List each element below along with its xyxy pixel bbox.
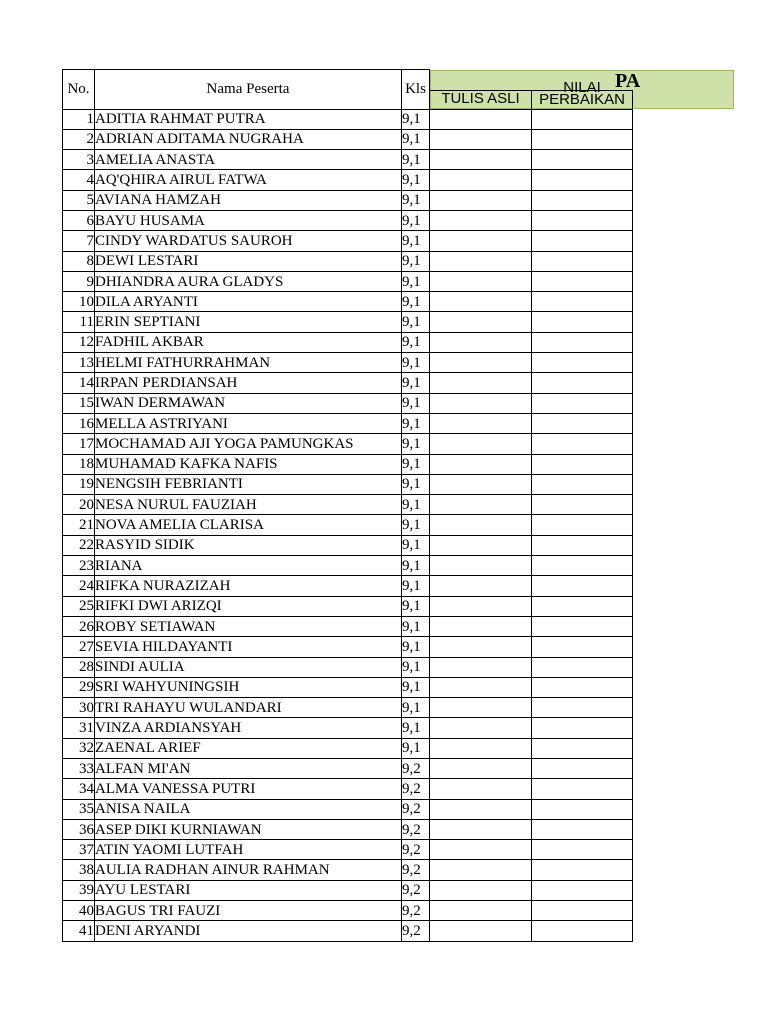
nilai-perbaikan-cell[interactable] [532, 799, 633, 819]
participant-name: NENGSIH FEBRIANTI [95, 474, 402, 494]
tulis-asli-cell[interactable] [430, 576, 532, 596]
row-number: 40 [63, 901, 95, 921]
tulis-asli-cell[interactable] [430, 718, 532, 738]
tulis-asli-cell[interactable] [430, 535, 532, 555]
participant-name: RASYID SIDIK [95, 535, 402, 555]
table-row [63, 860, 633, 880]
participant-name: NOVA AMELIA CLARISA [95, 515, 402, 535]
participant-name: AQ'QHIRA AIRUL FATWA [95, 170, 402, 190]
tulis-asli-cell[interactable] [430, 657, 532, 677]
row-number: 10 [63, 292, 95, 312]
table-row [63, 251, 633, 271]
row-number: 4 [63, 170, 95, 190]
class-cell: 9,1 [402, 129, 430, 149]
table-row [63, 535, 633, 555]
class-cell: 9,2 [402, 860, 430, 880]
tulis-asli-cell[interactable] [430, 637, 532, 657]
table-row [63, 474, 633, 494]
row-number: 35 [63, 799, 95, 819]
row-number: 12 [63, 332, 95, 352]
nilai-perbaikan-cell[interactable] [532, 596, 633, 616]
table-row [63, 393, 633, 413]
tulis-asli-cell[interactable] [430, 515, 532, 535]
nilai-perbaikan-cell[interactable] [532, 251, 633, 271]
table-row [63, 373, 633, 393]
class-cell: 9,1 [402, 657, 430, 677]
class-cell: 9,1 [402, 231, 430, 251]
participant-name: AYU LESTARI [95, 880, 402, 900]
nilai-perbaikan-cell[interactable] [532, 759, 633, 779]
row-number: 33 [63, 759, 95, 779]
nilai-perbaikan-cell[interactable] [532, 170, 633, 190]
row-number: 30 [63, 698, 95, 718]
group-header-title: PA [615, 70, 641, 92]
class-cell: 9,2 [402, 779, 430, 799]
table-row [63, 698, 633, 718]
nilai-perbaikan-cell[interactable] [532, 495, 633, 515]
nilai-perbaikan-cell[interactable] [532, 393, 633, 413]
participant-name: DILA ARYANTI [95, 292, 402, 312]
nilai-perbaikan-cell[interactable] [532, 312, 633, 332]
row-number: 9 [63, 271, 95, 291]
row-number: 37 [63, 840, 95, 860]
row-number: 38 [63, 860, 95, 880]
participant-name: NESA NURUL FAUZIAH [95, 495, 402, 515]
row-number: 32 [63, 738, 95, 758]
class-cell: 9,1 [402, 332, 430, 352]
row-number: 7 [63, 231, 95, 251]
nilai-perbaikan-cell[interactable] [532, 901, 633, 921]
header-tulis-asli: TULIS ASLI [430, 90, 532, 109]
table-row [63, 271, 633, 291]
table-row [63, 292, 633, 312]
participant-name: RIFKI DWI ARIZQI [95, 596, 402, 616]
participant-name: SINDI AULIA [95, 657, 402, 677]
nilai-perbaikan-cell[interactable] [532, 129, 633, 149]
header-nilai-perbaikan [532, 78, 633, 109]
tulis-asli-cell[interactable] [430, 677, 532, 697]
participant-name: IRPAN PERDIANSAH [95, 373, 402, 393]
row-number: 28 [63, 657, 95, 677]
row-number: 41 [63, 921, 95, 941]
table-row [63, 231, 633, 251]
class-cell: 9,1 [402, 738, 430, 758]
table-row [63, 109, 633, 129]
tulis-asli-cell[interactable] [430, 474, 532, 494]
row-number: 22 [63, 535, 95, 555]
class-cell: 9,2 [402, 921, 430, 941]
nilai-perbaikan-cell[interactable] [532, 515, 633, 535]
row-number: 26 [63, 616, 95, 636]
tulis-asli-cell[interactable] [430, 210, 532, 230]
participant-name: ZAENAL ARIEF [95, 738, 402, 758]
tulis-asli-cell[interactable] [430, 251, 532, 271]
participant-name: RIANA [95, 556, 402, 576]
class-cell: 9,1 [402, 596, 430, 616]
tulis-asli-cell[interactable] [430, 921, 532, 941]
row-number: 29 [63, 677, 95, 697]
table-row [63, 129, 633, 149]
tulis-asli-cell[interactable] [430, 332, 532, 352]
nilai-perbaikan-cell[interactable] [532, 474, 633, 494]
nilai-perbaikan-cell[interactable] [532, 616, 633, 636]
table-row [63, 738, 633, 758]
nilai-perbaikan-cell[interactable] [532, 332, 633, 352]
nilai-perbaikan-cell[interactable] [532, 637, 633, 657]
row-number: 15 [63, 393, 95, 413]
nilai-perbaikan-cell[interactable] [532, 840, 633, 860]
row-number: 11 [63, 312, 95, 332]
participant-name: ASEP DIKI KURNIAWAN [95, 819, 402, 839]
table-row [63, 556, 633, 576]
table-row [63, 718, 633, 738]
table-row [63, 150, 633, 170]
participant-name: ANISA NAILA [95, 799, 402, 819]
nilai-perbaikan-cell[interactable] [532, 576, 633, 596]
tulis-asli-cell[interactable] [430, 596, 532, 616]
tulis-asli-cell[interactable] [430, 880, 532, 900]
tulis-asli-cell[interactable] [430, 779, 532, 799]
row-number: 34 [63, 779, 95, 799]
table-row [63, 413, 633, 433]
row-number: 31 [63, 718, 95, 738]
tulis-asli-cell[interactable] [430, 819, 532, 839]
tulis-asli-cell[interactable] [430, 292, 532, 312]
participant-name: MOCHAMAD AJI YOGA PAMUNGKAS [95, 434, 402, 454]
table-row [63, 576, 633, 596]
row-number: 3 [63, 150, 95, 170]
nilai-perbaikan-cell[interactable] [532, 880, 633, 900]
nilai-perbaikan-cell[interactable] [532, 860, 633, 880]
table-row [63, 332, 633, 352]
class-cell: 9,1 [402, 677, 430, 697]
participant-name: MELLA ASTRIYANI [95, 413, 402, 433]
nilai-perbaikan-cell[interactable] [532, 413, 633, 433]
row-number: 23 [63, 556, 95, 576]
class-cell: 9,1 [402, 292, 430, 312]
table-row [63, 637, 633, 657]
class-cell: 9,1 [402, 353, 430, 373]
class-cell: 9,1 [402, 454, 430, 474]
row-number: 8 [63, 251, 95, 271]
nilai-perbaikan-cell[interactable] [532, 819, 633, 839]
table-row [63, 616, 633, 636]
table-row [63, 657, 633, 677]
class-cell: 9,1 [402, 150, 430, 170]
tulis-asli-cell[interactable] [430, 150, 532, 170]
class-cell: 9,1 [402, 616, 430, 636]
class-cell: 9,1 [402, 637, 430, 657]
table-row [63, 677, 633, 697]
nilai-perbaikan-cell[interactable] [532, 454, 633, 474]
participant-name: DEWI LESTARI [95, 251, 402, 271]
table-row [63, 495, 633, 515]
tulis-asli-cell[interactable] [430, 840, 532, 860]
tulis-asli-cell[interactable] [430, 353, 532, 373]
tulis-asli-cell[interactable] [430, 312, 532, 332]
class-cell: 9,1 [402, 495, 430, 515]
participant-name: ALMA VANESSA PUTRI [95, 779, 402, 799]
row-number: 27 [63, 637, 95, 657]
participant-name: AVIANA HAMZAH [95, 190, 402, 210]
row-number: 25 [63, 596, 95, 616]
class-cell: 9,1 [402, 393, 430, 413]
class-cell: 9,1 [402, 698, 430, 718]
tulis-asli-cell[interactable] [430, 393, 532, 413]
participant-name: ERIN SEPTIANI [95, 312, 402, 332]
class-cell: 9,2 [402, 880, 430, 900]
class-cell: 9,1 [402, 190, 430, 210]
tulis-asli-cell[interactable] [430, 190, 532, 210]
nilai-perbaikan-cell[interactable] [532, 657, 633, 677]
participant-name: SRI WAHYUNINGSIH [95, 677, 402, 697]
class-cell: 9,1 [402, 576, 430, 596]
participant-name: ROBY SETIAWAN [95, 616, 402, 636]
participant-name: CINDY WARDATUS SAUROH [95, 231, 402, 251]
table-row [63, 921, 633, 941]
table-row [63, 759, 633, 779]
nilai-perbaikan-cell[interactable] [532, 150, 633, 170]
row-number: 36 [63, 819, 95, 839]
row-number: 14 [63, 373, 95, 393]
class-cell: 9,1 [402, 109, 430, 129]
class-cell: 9,1 [402, 535, 430, 555]
table-row [63, 312, 633, 332]
class-cell: 9,1 [402, 556, 430, 576]
participant-name: AMELIA ANASTA [95, 150, 402, 170]
row-number: 18 [63, 454, 95, 474]
tulis-asli-cell[interactable] [430, 799, 532, 819]
row-number: 5 [63, 190, 95, 210]
nilai-perbaikan-cell[interactable] [532, 190, 633, 210]
table-row [63, 880, 633, 900]
row-number: 20 [63, 495, 95, 515]
table-row [63, 454, 633, 474]
class-cell: 9,2 [402, 901, 430, 921]
nilai-perbaikan-cell[interactable] [532, 373, 633, 393]
participant-name: MUHAMAD KAFKA NAFIS [95, 454, 402, 474]
table-row [63, 170, 633, 190]
row-number: 19 [63, 474, 95, 494]
participant-name: BAYU HUSAMA [95, 210, 402, 230]
participant-name: TRI RAHAYU WULANDARI [95, 698, 402, 718]
row-number: 39 [63, 880, 95, 900]
nilai-perbaikan-cell[interactable] [532, 292, 633, 312]
tulis-asli-cell[interactable] [430, 454, 532, 474]
tulis-asli-cell[interactable] [430, 271, 532, 291]
header-nilai-line2: PERBAIKAN [539, 90, 625, 108]
nilai-perbaikan-cell[interactable] [532, 535, 633, 555]
participant-name: ADITIA RAHMAT PUTRA [95, 109, 402, 129]
tulis-asli-cell[interactable] [430, 556, 532, 576]
participant-name: HELMI FATHURRAHMAN [95, 353, 402, 373]
row-number: 16 [63, 413, 95, 433]
class-cell: 9,1 [402, 312, 430, 332]
nilai-perbaikan-cell[interactable] [532, 556, 633, 576]
tulis-asli-cell[interactable] [430, 413, 532, 433]
table-row [63, 353, 633, 373]
nilai-perbaikan-cell[interactable] [532, 271, 633, 291]
row-number: 2 [63, 129, 95, 149]
participant-name: AULIA RADHAN AINUR RAHMAN [95, 860, 402, 880]
tulis-asli-cell[interactable] [430, 860, 532, 880]
participant-name: ATIN YAOMI LUTFAH [95, 840, 402, 860]
header-kls: Kls [402, 70, 430, 110]
tulis-asli-cell[interactable] [430, 129, 532, 149]
row-number: 24 [63, 576, 95, 596]
row-number: 21 [63, 515, 95, 535]
tulis-asli-cell[interactable] [430, 738, 532, 758]
nilai-perbaikan-cell[interactable] [532, 353, 633, 373]
participant-table [62, 69, 633, 942]
class-cell: 9,1 [402, 271, 430, 291]
tulis-asli-cell[interactable] [430, 698, 532, 718]
participant-name: ALFAN MI'AN [95, 759, 402, 779]
class-cell: 9,1 [402, 210, 430, 230]
row-number: 17 [63, 434, 95, 454]
class-cell: 9,2 [402, 840, 430, 860]
participant-name: FADHIL AKBAR [95, 332, 402, 352]
class-cell: 9,1 [402, 434, 430, 454]
table-row [63, 596, 633, 616]
table-row [63, 799, 633, 819]
class-cell: 9,1 [402, 718, 430, 738]
table-row [63, 840, 633, 860]
participant-name: ADRIAN ADITAMA NUGRAHA [95, 129, 402, 149]
class-cell: 9,1 [402, 413, 430, 433]
tulis-asli-cell[interactable] [430, 495, 532, 515]
nilai-perbaikan-cell[interactable] [532, 109, 633, 129]
class-cell: 9,1 [402, 515, 430, 535]
class-cell: 9,1 [402, 170, 430, 190]
class-cell: 9,1 [402, 373, 430, 393]
tulis-asli-cell[interactable] [430, 170, 532, 190]
nilai-perbaikan-cell[interactable] [532, 718, 633, 738]
tulis-asli-cell[interactable] [430, 901, 532, 921]
participant-name: BAGUS TRI FAUZI [95, 901, 402, 921]
participant-name: IWAN DERMAWAN [95, 393, 402, 413]
table-row [63, 434, 633, 454]
class-cell: 9,2 [402, 759, 430, 779]
tulis-asli-cell[interactable] [430, 373, 532, 393]
table-row [63, 819, 633, 839]
participant-name: SEVIA HILDAYANTI [95, 637, 402, 657]
class-cell: 9,2 [402, 799, 430, 819]
nilai-perbaikan-cell[interactable] [532, 698, 633, 718]
tulis-asli-cell[interactable] [430, 434, 532, 454]
nilai-perbaikan-cell[interactable] [532, 921, 633, 941]
class-cell: 9,2 [402, 819, 430, 839]
tulis-asli-cell[interactable] [430, 759, 532, 779]
participant-name: RIFKA NURAZIZAH [95, 576, 402, 596]
nilai-perbaikan-cell[interactable] [532, 231, 633, 251]
header-nilai-line1: NILAI [563, 78, 601, 96]
nilai-perbaikan-cell[interactable] [532, 779, 633, 799]
class-cell: 9,1 [402, 474, 430, 494]
participant-name: VINZA ARDIANSYAH [95, 718, 402, 738]
participant-name: DENI ARYANDI [95, 921, 402, 941]
row-number: 6 [63, 210, 95, 230]
tulis-asli-cell[interactable] [430, 231, 532, 251]
tulis-asli-cell[interactable] [430, 616, 532, 636]
nilai-perbaikan-cell[interactable] [532, 677, 633, 697]
row-number: 1 [63, 109, 95, 129]
table-row [63, 515, 633, 535]
tulis-asli-cell[interactable] [430, 109, 532, 129]
header-no: No. [63, 70, 95, 110]
table-row [63, 901, 633, 921]
row-number: 13 [63, 353, 95, 373]
header-nama-peserta: Nama Peserta [95, 70, 402, 110]
table-row [63, 779, 633, 799]
nilai-perbaikan-cell[interactable] [532, 434, 633, 454]
nilai-perbaikan-cell[interactable] [532, 210, 633, 230]
class-cell: 9,1 [402, 251, 430, 271]
participant-name: DHIANDRA AURA GLADYS [95, 271, 402, 291]
table-row [63, 190, 633, 210]
table-row [63, 210, 633, 230]
nilai-perbaikan-cell[interactable] [532, 738, 633, 758]
